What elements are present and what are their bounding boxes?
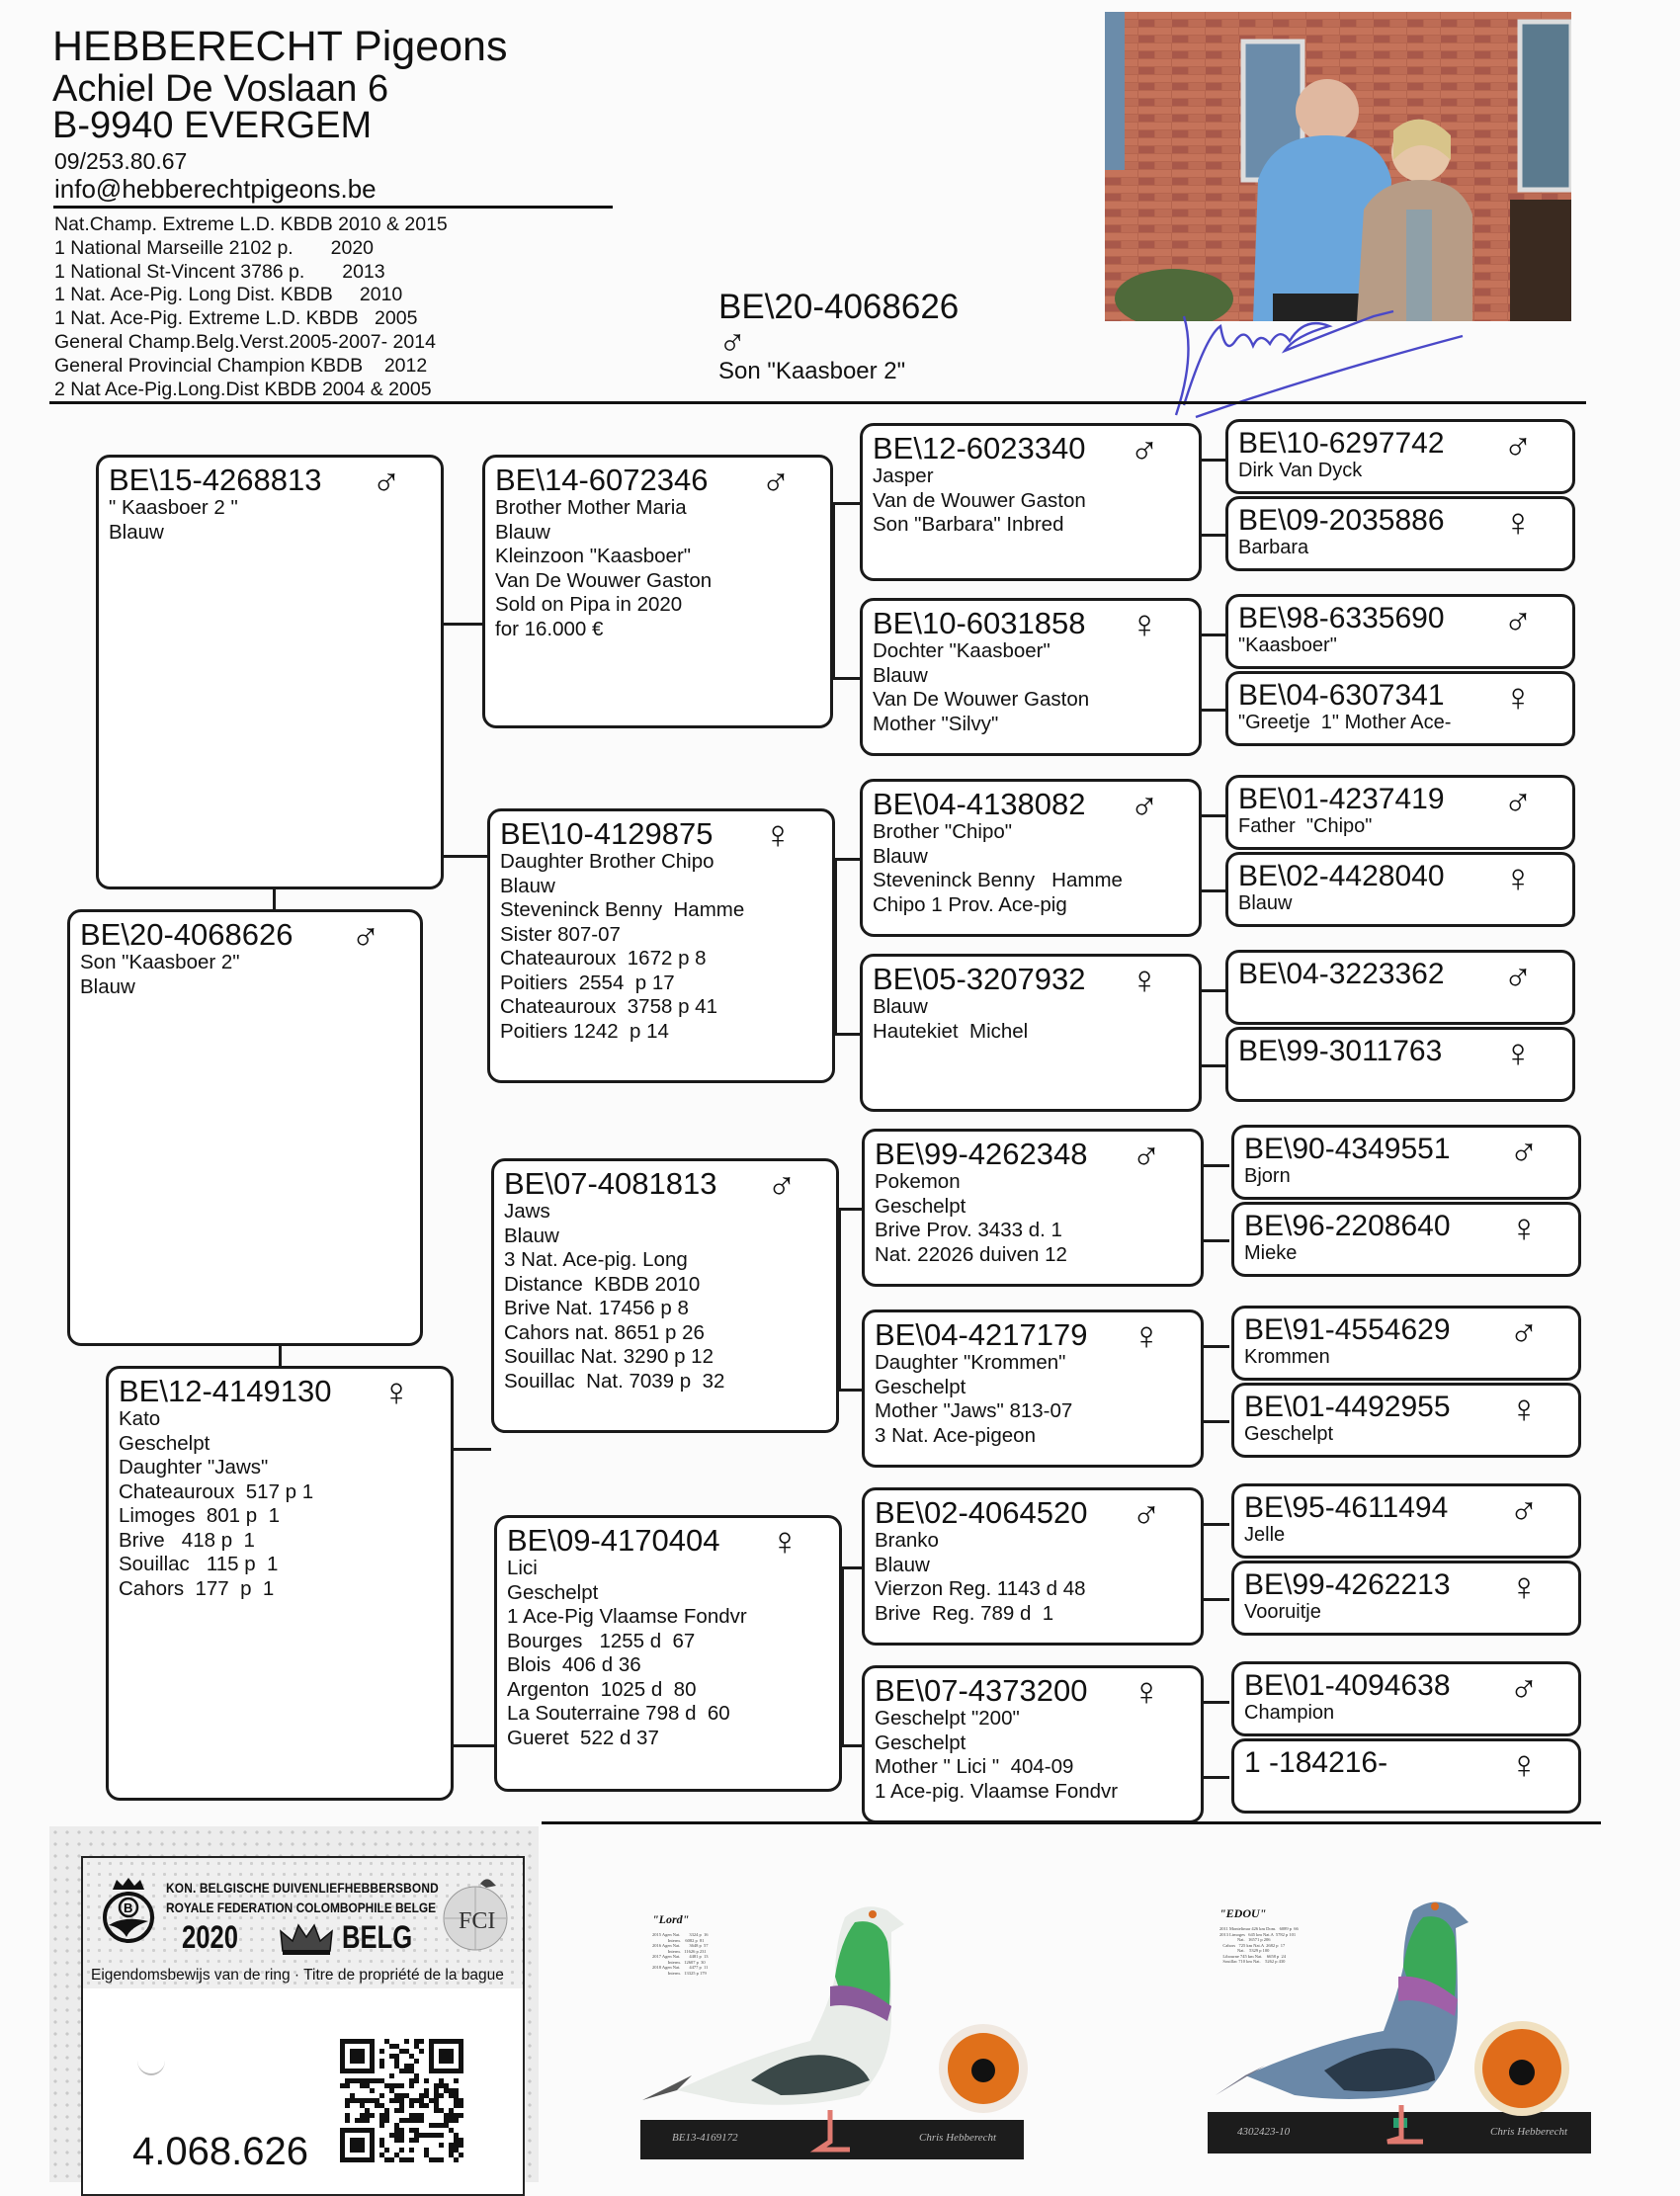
achievement-item: 2 Nat Ace-Pig.Long.Dist KBDB 2004 & 2005 <box>54 378 432 400</box>
detail-line: Cahors 177 p 1 <box>119 1576 275 1600</box>
female-icon: ♀ <box>1509 1388 1539 1431</box>
great-great-grandparent-box <box>1225 594 1575 669</box>
pigeon-illustration <box>632 1883 1048 2159</box>
subject-title: Son "Kaasboer 2" <box>718 358 906 384</box>
signature <box>1166 296 1482 425</box>
pigeon-details <box>500 850 824 1044</box>
male-icon: ♂ <box>1503 780 1533 823</box>
pigeon-details <box>873 995 1191 1044</box>
breeder-photo-illustration <box>1105 12 1571 321</box>
detail-line: Souillac 115 p 1 <box>119 1553 279 1575</box>
ring-number: BE\04-6307341 <box>1238 679 1445 712</box>
male-icon: ♂ <box>351 914 380 958</box>
detail-line: Father "Chipo" <box>1238 815 1373 837</box>
detail-line: Kleinzoon "Kaasboer" <box>495 545 692 567</box>
great-great-grandparent-box <box>1225 852 1575 927</box>
detail-line: Mieke <box>1244 1242 1298 1264</box>
detail-line: Brive Reg. 789 d 1 <box>875 1601 1054 1625</box>
detail-line: Mother "Jaws" 813-07 <box>875 1399 1073 1422</box>
detail-line: La Souterraine 798 d 60 <box>507 1702 730 1725</box>
detail-line: Champion <box>1244 1702 1335 1724</box>
ring-card-org-dutch: KON. BELGISCHE DUIVENLIEFHEBBERSBOND <box>166 1880 439 1896</box>
connector-line <box>842 1744 862 1747</box>
pigeon-stats: 2011 Montelimar 426 km Dom. 6089 p 66 2013 Limoges 645 km Nat.A 5782 p 101 Nat. 16571 p 206 Cahors 725 km Nat.A 2682 p 17 Nat. 5329 p 100 Libourne 745 km Nat. 6658 p 24 Souillac 710 km Nat. 5262 p 430 <box>1219 1926 1299 1964</box>
detail-line: Lici <box>507 1557 538 1579</box>
detail-line: Blauw <box>500 874 555 897</box>
ring-number: BE\12-6023340 <box>873 431 1086 465</box>
detail-line: 3 Nat. Ace-pig. Long <box>504 1248 688 1271</box>
grandparent-box <box>491 1158 839 1433</box>
detail-line: Dochter "Kaasboer" <box>873 639 1050 662</box>
detail-line: Geschelpt <box>507 1580 599 1604</box>
detail-line: Sold on Pipa in 2020 <box>495 593 683 616</box>
male-icon: ♂ <box>1130 784 1159 827</box>
male-icon: ♂ <box>1503 424 1533 467</box>
breeder-phone: 09/253.80.67 <box>54 148 188 174</box>
ring-number: BE\04-4138082 <box>873 787 1086 821</box>
ring-number: BE\01-4094638 <box>1244 1669 1451 1702</box>
ring-number: BE\04-3223362 <box>1238 958 1445 990</box>
ring-number: BE\14-6072346 <box>495 463 709 497</box>
female-icon: ♀ <box>1130 603 1159 646</box>
connector-line <box>273 889 276 909</box>
ring-number: BE\20-4068626 <box>80 917 294 952</box>
pigeon-details <box>875 1170 1193 1267</box>
ring-number: BE\01-4492955 <box>1244 1391 1451 1423</box>
detail-line: Daughter "Krommen" <box>875 1351 1066 1374</box>
detail-line: Vierzon Reg. 1143 d 48 <box>875 1577 1086 1600</box>
detail-line: Bjorn <box>1244 1165 1291 1187</box>
detail-line: Krommen <box>1244 1346 1330 1368</box>
achievement-item: 1 Nat. Ace-Pig. Extreme L.D. KBDB 2005 <box>54 307 418 330</box>
breeder-city: B-9940 EVERGEM <box>52 105 373 146</box>
connector-line <box>833 677 862 680</box>
great-great-grandparent-box <box>1225 950 1575 1025</box>
connector-line <box>1202 814 1227 817</box>
great-grandparent-box <box>860 954 1202 1112</box>
connector-line <box>1204 1420 1229 1423</box>
female-icon: ♀ <box>763 813 793 857</box>
ring-number: BE\15-4268813 <box>109 463 322 497</box>
male-icon: ♂ <box>1132 1492 1161 1536</box>
ring-number: BE\09-2035886 <box>1238 504 1445 537</box>
pigeon-details <box>109 496 433 545</box>
connector-line <box>1202 1064 1227 1067</box>
pigeon-details <box>875 1707 1193 1804</box>
pigeon-photo-edou <box>1176 1883 1591 2159</box>
ring-number: BE\96-2208640 <box>1244 1210 1451 1242</box>
detail-line: Blauw <box>873 844 928 868</box>
female-icon: ♀ <box>1132 1314 1161 1358</box>
detail-line: Poitiers 1242 p 14 <box>500 1019 669 1043</box>
great-great-grandparent-box <box>1231 1125 1581 1200</box>
pigeon-details <box>873 820 1191 917</box>
connector-line <box>1204 1164 1229 1167</box>
subject-ring-number: BE\20-4068626 <box>718 288 960 326</box>
ring-number: BE\10-6297742 <box>1238 427 1445 460</box>
pigeon-ring: BE13-4169172 <box>672 2132 738 2144</box>
detail-line: Dirk Van Dyck <box>1238 460 1363 481</box>
punch-hole <box>137 2046 165 2075</box>
achievement-item: General Champ.Belg.Verst.2005-2007- 2014 <box>54 330 436 353</box>
connector-line <box>454 1448 491 1451</box>
detail-line: Jelle <box>1244 1524 1286 1546</box>
male-icon: ♂ <box>1503 955 1533 998</box>
female-icon: ♀ <box>381 1371 411 1414</box>
detail-line: Blauw <box>875 1553 930 1576</box>
achievement-item: General Provincial Champion KBDB 2012 <box>54 354 428 377</box>
great-great-grandparent-box <box>1231 1383 1581 1458</box>
detail-line: Blauw <box>1238 892 1293 914</box>
achievements-list <box>54 213 448 401</box>
great-grandparent-box <box>860 779 1202 937</box>
ring-number: BE\99-4262348 <box>875 1137 1088 1171</box>
main-divider <box>49 401 1586 404</box>
detail-line: Mother "Silvy" <box>873 712 999 735</box>
detail-line: Geschelpt <box>875 1194 966 1218</box>
detail-line: Blauw <box>873 663 928 687</box>
achievement-item: 1 Nat. Ace-Pig. Long Dist. KBDB 2010 <box>54 284 403 306</box>
detail-line: Van De Wouwer Gaston <box>495 568 713 592</box>
connector-line <box>1202 459 1227 462</box>
pigeon-details <box>507 1557 831 1750</box>
detail-line: "Kaasboer" <box>1238 634 1337 656</box>
detail-line: Geschelpt <box>875 1731 966 1754</box>
connector-line <box>1204 1776 1229 1779</box>
sire-box <box>96 455 444 889</box>
ring-card-number: 4.068.626 <box>132 2130 308 2173</box>
detail-line: Brive Prov. 3433 d. 1 <box>875 1219 1062 1241</box>
detail-line: Kato <box>119 1407 161 1430</box>
kbdb-logo-icon <box>99 1876 158 1943</box>
detail-line: Pokemon <box>875 1170 961 1193</box>
connector-line <box>833 502 862 505</box>
detail-line: Souillac Nat. 7039 p 32 <box>504 1369 725 1393</box>
ring-card-caption: Eigendomsbewijs van de ring · Titre de propriété de la bague <box>91 1967 504 1984</box>
great-great-grandparent-box <box>1225 775 1575 850</box>
ring-card-country: BELG <box>342 1919 413 1955</box>
great-great-grandparent-box <box>1225 496 1575 571</box>
great-great-grandparent-box <box>1231 1561 1581 1636</box>
pigeon-photographer: Chris Hebberecht <box>919 2132 997 2144</box>
female-icon: ♀ <box>770 1520 799 1563</box>
male-icon: ♂ <box>1509 1488 1539 1532</box>
pigeon-details <box>495 496 822 641</box>
connector-line <box>454 1744 494 1747</box>
detail-line: Vooruitje <box>1244 1601 1321 1623</box>
connector-line <box>835 858 862 861</box>
detail-line: Van De Wouwer Gaston <box>873 688 1090 711</box>
connector-line <box>1202 889 1227 892</box>
pigeon-illustration <box>1176 1883 1591 2159</box>
detail-line: Jasper <box>873 465 934 487</box>
detail-line: for 16.000 € <box>495 617 604 640</box>
detail-line: Sister 807-07 <box>500 922 621 946</box>
great-grandparent-box <box>862 1487 1204 1646</box>
ring-number: BE\99-3011763 <box>1238 1035 1443 1067</box>
connector-line <box>1204 1598 1229 1601</box>
detail-line: Daughter Brother Chipo <box>500 850 714 873</box>
detail-line: Geschelpt "200" <box>875 1707 1020 1730</box>
detail-line: Son "Kaasboer 2" <box>80 951 240 973</box>
female-icon: ♀ <box>1503 857 1533 900</box>
connector-line <box>842 1566 862 1569</box>
detail-line: Steveninck Benny Hamme <box>500 898 745 921</box>
pigeon-details <box>80 951 412 999</box>
detail-line: Hautekiet Michel <box>873 1019 1029 1043</box>
connector-line <box>1202 989 1227 992</box>
male-icon: ♂ <box>1130 428 1159 471</box>
ring-card-year: 2020 <box>182 1919 238 1955</box>
detail-line: Blauw <box>873 995 928 1018</box>
detail-line: Branko <box>875 1529 939 1552</box>
breeder-email: info@hebberechtpigeons.be <box>54 174 377 204</box>
detail-line: Chipo 1 Prov. Ace-pig <box>873 892 1067 916</box>
great-grandparent-box <box>862 1309 1204 1468</box>
detail-line: Chateauroux 517 p 1 <box>119 1479 314 1503</box>
detail-line: 1 Ace-Pig Vlaamse Fondvr <box>507 1605 747 1628</box>
detail-line: Geschelpt <box>119 1431 210 1455</box>
pigeon-details <box>504 1200 828 1394</box>
female-icon: ♀ <box>1503 501 1533 545</box>
connector-line <box>1204 1345 1229 1348</box>
detail-line: Chateauroux 3758 p 41 <box>500 995 717 1018</box>
achievement-item: 1 National St-Vincent 3786 p. 2013 <box>54 260 385 283</box>
ring-number: BE\02-4064520 <box>875 1495 1088 1530</box>
female-icon: ♀ <box>1509 1743 1539 1787</box>
great-grandparent-box <box>860 423 1202 581</box>
detail-line: Nat. 22026 duiven 12 <box>875 1242 1067 1266</box>
pigeon-details <box>875 1529 1193 1626</box>
detail-line: Steveninck Benny Hamme <box>873 869 1123 891</box>
grandparent-box <box>494 1515 842 1792</box>
crown-icon <box>277 1921 336 1957</box>
pigeon-details <box>873 465 1191 538</box>
detail-line: Argenton 1025 d 80 <box>507 1677 697 1701</box>
connector-line <box>839 1208 862 1211</box>
connector-line <box>1202 633 1227 636</box>
detail-line: Blauw <box>80 974 135 998</box>
svg-text:FCI: FCI <box>459 1908 496 1934</box>
fci-logo-icon <box>431 1874 520 1953</box>
achievement-item: Nat.Champ. Extreme L.D. KBDB 2010 & 2015 <box>54 213 448 235</box>
detail-line: Brother Mother Maria <box>495 496 687 519</box>
pigeon-ring: 4302423-10 <box>1237 2126 1291 2138</box>
female-icon: ♀ <box>1503 676 1533 719</box>
svg-text:B: B <box>124 1900 133 1915</box>
detail-line: Son "Barbara" Inbred <box>873 513 1064 536</box>
subject-heading <box>718 289 959 385</box>
male-icon: ♂ <box>767 1163 797 1207</box>
ring-number: BE\99-4262213 <box>1244 1568 1451 1601</box>
achievement-item: 1 National Marseille 2102 p. 2020 <box>54 236 375 259</box>
male-icon: ♂ <box>1509 1666 1539 1710</box>
ring-number: BE\05-3207932 <box>873 962 1086 996</box>
detail-line: Brive Nat. 17456 p 8 <box>504 1297 689 1319</box>
male-icon: ♂ <box>761 460 791 503</box>
detail-line: Barbara <box>1238 537 1309 558</box>
ring-number: BE\91-4554629 <box>1244 1313 1451 1346</box>
grandparent-box <box>482 455 833 728</box>
ring-card-body <box>81 1856 525 2196</box>
connector-line <box>839 1389 862 1392</box>
detail-line: "Greetje 1" Mother Ace- <box>1238 712 1452 733</box>
breeder-photo <box>1105 12 1571 321</box>
detail-line: Geschelpt <box>1244 1423 1334 1445</box>
pigeon-details <box>875 1351 1193 1448</box>
connector-line <box>444 855 487 858</box>
connector-line <box>444 623 483 626</box>
connector-line <box>1204 1239 1229 1242</box>
pigeon-details <box>873 639 1191 736</box>
ring-number: 1 -184216- <box>1244 1746 1388 1779</box>
detail-line: Blauw <box>504 1224 559 1247</box>
connector-line <box>1202 709 1227 712</box>
great-great-grandparent-box <box>1231 1306 1581 1381</box>
female-icon: ♀ <box>1132 1670 1161 1714</box>
detail-line: Poitiers 2554 p 17 <box>500 971 675 994</box>
header-divider <box>53 206 613 209</box>
detail-line: Bourges 1255 d 67 <box>507 1629 696 1652</box>
detail-line: Blauw <box>109 520 164 544</box>
detail-line: Cahors nat. 8651 p 26 <box>504 1320 705 1344</box>
detail-line: Souillac Nat. 3290 p 12 <box>504 1345 714 1368</box>
ring-number: BE\95-4611494 <box>1244 1491 1449 1524</box>
great-great-grandparent-box <box>1225 419 1575 494</box>
detail-line: Blois 406 d 36 <box>507 1653 641 1676</box>
connector-line <box>1204 1701 1229 1704</box>
ring-number: BE\90-4349551 <box>1244 1133 1451 1165</box>
detail-line: Daughter "Jaws" <box>119 1456 269 1478</box>
detail-line: " Kaasboer 2 " <box>109 496 238 519</box>
pigeon-details <box>119 1407 443 1601</box>
detail-line: Mother " Lici " 404-09 <box>875 1755 1074 1778</box>
breeder-name: HEBBERECHT Pigeons <box>52 23 508 70</box>
connector-line <box>835 1033 862 1036</box>
male-icon: ♂ <box>1132 1134 1161 1177</box>
bottom-divider <box>542 1821 1601 1824</box>
detail-line: Limoges 801 p 1 <box>119 1504 280 1527</box>
female-icon: ♀ <box>1503 1032 1533 1075</box>
connector-line <box>279 1346 282 1366</box>
ring-number: BE\12-4149130 <box>119 1374 332 1408</box>
great-great-grandparent-box <box>1231 1202 1581 1277</box>
pigeon-photographer: Chris Hebberecht <box>1490 2126 1568 2138</box>
ring-number: BE\10-4129875 <box>500 816 714 851</box>
grandparent-box <box>487 808 835 1083</box>
detail-line: Geschelpt <box>875 1375 966 1398</box>
great-great-grandparent-box <box>1231 1738 1581 1814</box>
great-grandparent-box <box>862 1665 1204 1823</box>
male-icon: ♂ <box>372 460 401 503</box>
pigeon-name: "Lord" <box>652 1912 690 1926</box>
male-icon: ♂ <box>1503 599 1533 642</box>
great-great-grandparent-box <box>1225 671 1575 746</box>
pigeon-stats: 2015 Agen Nat. 3324 p 16 Interm. 6082 p 81 2016 Agen Nat. 3648 p 57 Interm. 11626 p 231 2017 Agen Nat. 4481 p 13 Interm. 12607 p 30 2018 Agen Nat. 4477 p 11 Interm. 13325 p 179 <box>652 1932 709 1976</box>
great-great-grandparent-box <box>1231 1483 1581 1559</box>
male-icon: ♂ <box>1509 1130 1539 1173</box>
connector-line <box>1204 1523 1229 1526</box>
subject-box <box>67 909 423 1346</box>
great-great-grandparent-box <box>1225 1027 1575 1102</box>
ring-number: BE\01-4237419 <box>1238 783 1445 815</box>
female-icon: ♀ <box>1509 1207 1539 1250</box>
detail-line: Gueret 522 d 37 <box>507 1726 659 1749</box>
great-grandparent-box <box>860 598 1202 756</box>
detail-line: Blauw <box>495 520 550 544</box>
ring-number: BE\02-4428040 <box>1238 860 1445 892</box>
detail-line: 3 Nat. Ace-pigeon <box>875 1423 1036 1447</box>
female-icon: ♀ <box>1130 959 1159 1002</box>
pigeon-photo-lord <box>632 1883 1048 2159</box>
detail-line: Brive 418 p 1 <box>119 1528 255 1552</box>
ring-ownership-card <box>49 1826 539 2182</box>
pigeon-name: "EDOU" <box>1219 1906 1267 1920</box>
detail-line: Van de Wouwer Gaston <box>873 488 1086 512</box>
ring-number: BE\09-4170404 <box>507 1523 720 1558</box>
qr-code-icon <box>340 2039 463 2162</box>
female-icon: ♀ <box>1509 1565 1539 1609</box>
great-great-grandparent-box <box>1231 1661 1581 1736</box>
ring-number: BE\07-4081813 <box>504 1166 717 1201</box>
detail-line: Brother "Chipo" <box>873 820 1013 843</box>
connector-line <box>1202 534 1227 537</box>
ring-card-org-french: ROYALE FEDERATION COLOMBOPHILE BELGE <box>166 1900 437 1915</box>
ring-number: BE\98-6335690 <box>1238 602 1445 634</box>
detail-line: Distance KBDB 2010 <box>504 1272 701 1296</box>
detail-line: Jaws <box>504 1200 550 1223</box>
male-icon: ♂ <box>718 321 747 363</box>
breeder-street: Achiel De Voslaan 6 <box>52 68 389 110</box>
ring-number: BE\07-4373200 <box>875 1673 1088 1708</box>
detail-line: Chateauroux 1672 p 8 <box>500 947 707 970</box>
dam-box <box>106 1366 454 1801</box>
great-grandparent-box <box>862 1129 1204 1287</box>
ring-number: BE\04-4217179 <box>875 1317 1088 1352</box>
ring-number: BE\10-6031858 <box>873 606 1086 640</box>
male-icon: ♂ <box>1509 1310 1539 1354</box>
detail-line: 1 Ace-pig. Vlaamse Fondvr <box>875 1779 1119 1803</box>
